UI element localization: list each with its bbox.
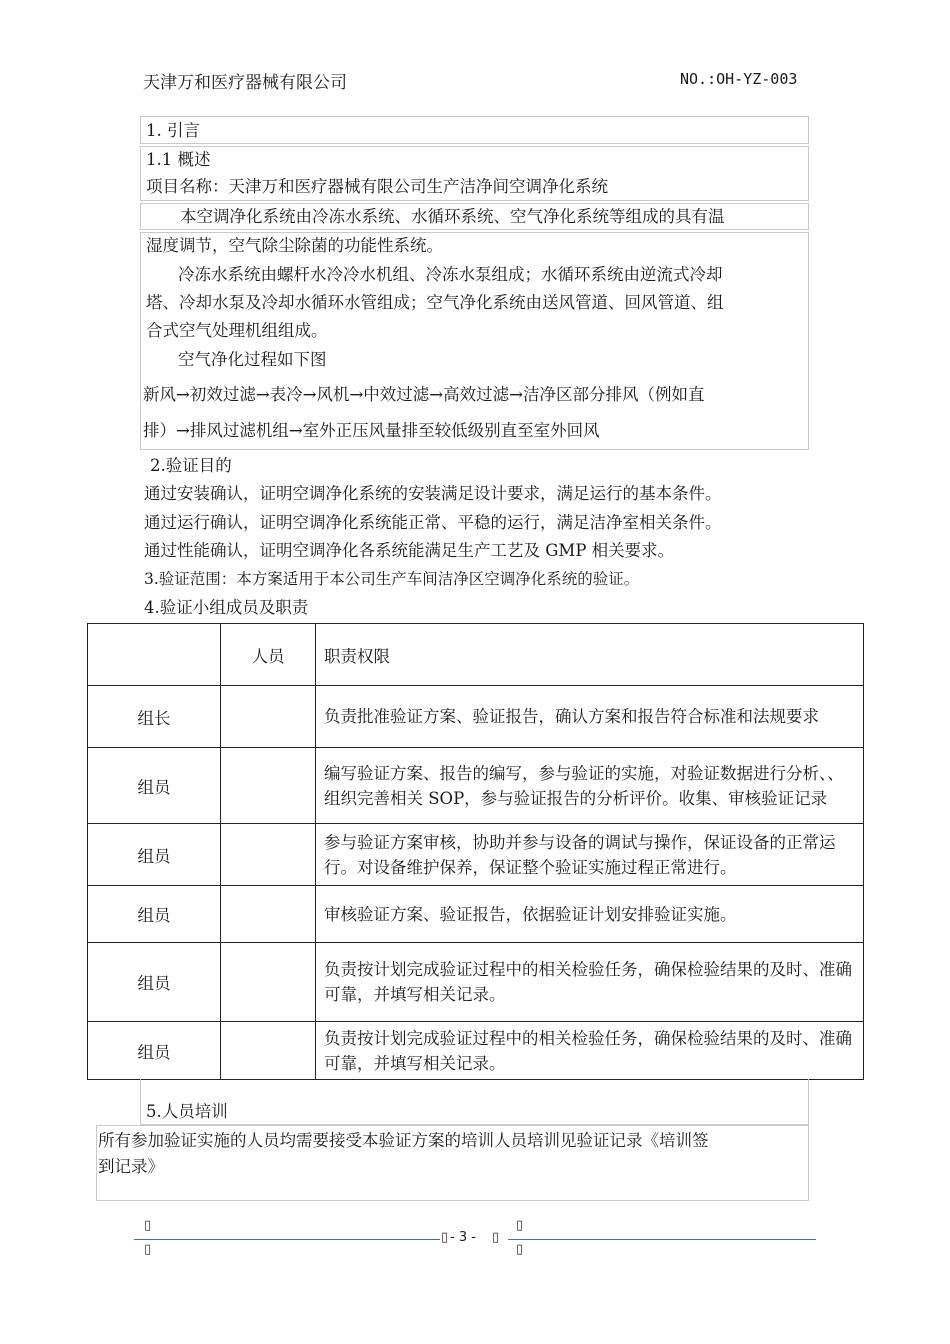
roles-table <box>87 623 864 1080</box>
duty-cell: 负责批准验证方案、验证报告，确认方案和报告符合标准和法规要求 <box>316 686 864 748</box>
training-line1: 所有参加验证实施的人员均需要接受本验证方案的培训人员培训见验证记录《培训签 <box>98 1131 709 1150</box>
para1-line1: 本空调净化系统由冷冻水系统、水循环系统、空气净化系统等组成的具有温 <box>180 207 725 226</box>
role-cell: 组长 <box>88 686 221 748</box>
table-row <box>88 748 864 824</box>
footer-placeholder-glyph: ▯ <box>492 1230 500 1245</box>
training-line2: 到记录》 <box>98 1157 164 1176</box>
purpose-line2: 通过运行确认，证明空调净化系统能正常、平稳的运行，满足洁净室相关条件。 <box>144 513 722 532</box>
duty-cell: 负责按计划完成验证过程中的相关检验任务，确保检验结果的及时、准确可靠，并填写相关记录。 <box>316 1022 864 1080</box>
para2-line1: 冷冻水系统由螺杆水冷冷水机组、冷冻水泵组成；水循环系统由逆流式冷却 <box>178 265 723 284</box>
footer-placeholder-glyph: ▯ <box>516 1242 524 1257</box>
footer-rule-right <box>508 1239 816 1240</box>
para2-line2: 塔、冷却水泵及冷却水循环水管组成；空气净化系统由送风管道、回风管道、组 <box>146 293 724 312</box>
table-header-row <box>88 624 864 686</box>
flow-line1: 新风→初效过滤→表冷→风机→中效过滤→高效过滤→洁净区部分排风（例如直 <box>143 385 705 404</box>
section5-heading: 5.人员培训 <box>146 1102 228 1121</box>
role-cell: 组员 <box>88 824 221 886</box>
company-name: 天津万和医疗器械有限公司 <box>143 73 347 93</box>
scope-line: 3.验证范围：本方案适用于本公司生产车间洁净区空调净化系统的验证。 <box>144 570 640 588</box>
duty-cell: 编写验证方案、报告的编写，参与验证的实施，对验证数据进行分析、、组织完善相关 SOP，参与验证报告的分析评价。收集、审核验证记录 <box>316 748 864 824</box>
role-cell: 组员 <box>88 1022 221 1080</box>
person-cell <box>221 686 316 748</box>
person-cell <box>221 886 316 943</box>
role-cell: 组员 <box>88 886 221 943</box>
table-row <box>88 886 864 943</box>
purpose-line1: 通过安装确认，证明空调净化系统的安装满足设计要求，满足运行的基本条件。 <box>144 484 722 503</box>
purpose-line3: 通过性能确认，证明空调净化各系统能满足生产工艺及 GMP 相关要求。 <box>144 541 675 560</box>
role-cell: 组员 <box>88 943 221 1022</box>
footer-rule-left <box>134 1239 440 1240</box>
flow-title: 空气净化过程如下图 <box>178 350 327 369</box>
person-cell <box>221 748 316 824</box>
footer-placeholder-glyph: ▯ <box>516 1218 524 1233</box>
section2-heading: 2.验证目的 <box>150 456 232 475</box>
project-name-line: 项目名称：天津万和医疗器械有限公司生产洁净间空调净化系统 <box>146 177 608 196</box>
person-cell <box>221 943 316 1022</box>
section1-heading-box <box>140 116 809 144</box>
person-cell <box>221 824 316 886</box>
overview-heading: 1.1 概述 <box>146 150 211 169</box>
table-row <box>88 1022 864 1080</box>
flow-line2: 排）→排风过滤机组→室外正压风量排至较低级别直至室外回风 <box>143 421 600 440</box>
person-cell <box>221 1022 316 1080</box>
header-cell-person: 人员 <box>221 624 316 686</box>
footer-placeholder-glyph: ▯ <box>144 1242 152 1257</box>
document-number: NO.:OH-YZ-003 <box>680 70 798 88</box>
section1-heading: 1. 引言 <box>146 121 200 140</box>
role-cell: 组员 <box>88 748 221 824</box>
footer-placeholder-glyph: ▯ <box>144 1218 152 1233</box>
header-cell-blank <box>88 624 221 686</box>
footer-placeholder-glyph: ▯ <box>441 1230 449 1245</box>
table-row <box>88 824 864 886</box>
para2-line3: 合式空气处理机组组成。 <box>146 321 328 340</box>
duty-cell: 参与验证方案审核，协助并参与设备的调试与操作，保证设备的正常运行。对设备维护保养，保证整个验证实施过程正常进行。 <box>316 824 864 886</box>
duty-cell: 审核验证方案、验证报告，依据验证计划安排验证实施。 <box>316 886 864 943</box>
table-row <box>88 686 864 748</box>
table-row <box>88 943 864 1022</box>
page-number: - 3 - <box>450 1230 476 1245</box>
section4-heading: 4.验证小组成员及职责 <box>144 598 309 617</box>
header-cell-duty: 职责权限 <box>316 624 864 686</box>
duty-cell: 负责按计划完成验证过程中的相关检验任务，确保检验结果的及时、准确可靠，并填写相关记录。 <box>316 943 864 1022</box>
para1-line2: 湿度调节，空气除尘除菌的功能性系统。 <box>146 236 443 255</box>
training-heading-box <box>140 1079 809 1125</box>
